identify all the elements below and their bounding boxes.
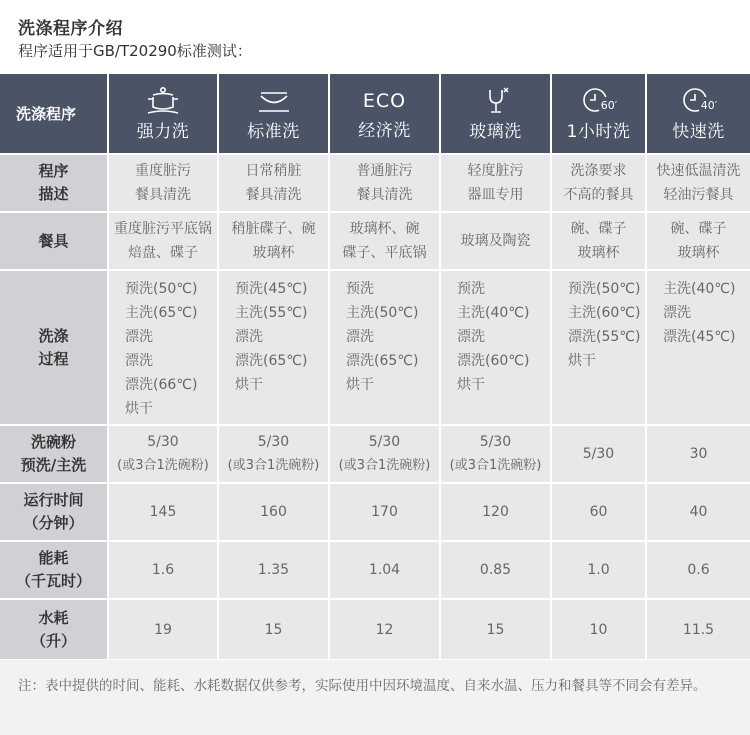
program-header-glass (440, 74, 551, 154)
cell-line: 160 (260, 504, 287, 520)
process-cell (646, 270, 750, 425)
runtime-row (0, 483, 750, 541)
cell-line: 主洗(65℃) (125, 305, 198, 321)
row-label-energy (0, 541, 108, 599)
water-cell (218, 599, 329, 660)
footnote: 注：表中提供的时间、能耗、水耗数据仅供参考，实际使用中因环境温度、自来水温、压力和餐具等不同会有差异。 (0, 660, 750, 735)
energy-cell (108, 541, 218, 599)
cell-line: 漂洗 (125, 329, 153, 345)
row-label-line: （分钟） (23, 514, 84, 532)
cell-line: 主洗(50℃) (346, 305, 419, 321)
cell-line: (或3合1洗碗粉) (227, 458, 320, 473)
cell-line: 漂洗 (663, 305, 691, 321)
cell-line: 碗、碟子 (570, 221, 627, 237)
detergent-cell (329, 425, 440, 483)
cell-line: 重度脏污 (135, 163, 191, 179)
cell-line: 主洗(60℃) (568, 305, 641, 321)
cell-line: 玻璃杯 (577, 245, 620, 261)
cell-line: 日常稍脏 (245, 163, 302, 179)
cell-line: 烘干 (125, 401, 153, 417)
cell-line: 烘干 (235, 377, 263, 393)
cell-line: 170 (371, 504, 398, 520)
page-subtitle: 程序适用于GB/T20290标准测试： (18, 42, 252, 60)
process-row (0, 270, 750, 425)
cell-line: 漂洗(65℃) (346, 353, 419, 369)
tableware-row (0, 212, 750, 270)
cell-line: 15 (486, 621, 505, 638)
row-label-line: 描述 (38, 185, 69, 203)
program-header-eco (329, 74, 440, 154)
row-label-line: （千瓦时） (15, 572, 91, 590)
cell-line: 预洗 (457, 281, 485, 297)
cell-line: 主洗(40℃) (663, 281, 736, 297)
detergent-cell (551, 425, 646, 483)
bowl-icon (219, 85, 328, 115)
water-cell (440, 599, 551, 660)
cell-line: 漂洗(45℃) (663, 329, 736, 345)
row-label-runtime (0, 483, 108, 541)
tableware-cell (218, 212, 329, 270)
tableware-cell (108, 212, 218, 270)
runtime-cell (329, 483, 440, 541)
row-label-detergent (0, 425, 108, 483)
program-label-normal: 标准洗 (247, 122, 300, 142)
program-header-row (0, 74, 750, 154)
row-label-line: 餐具 (38, 231, 69, 250)
cell-line: 主洗(55℃) (235, 305, 308, 321)
program-header-intensive (108, 74, 218, 154)
process-cell (108, 270, 218, 425)
row-label-line: 运行时间 (23, 491, 84, 509)
cell-line: 烘干 (457, 377, 485, 393)
water-row (0, 599, 750, 660)
cell-line: 漂洗(55℃) (568, 329, 641, 345)
detergent-cell (108, 425, 218, 483)
process-cell (218, 270, 329, 425)
description-cell (440, 154, 551, 212)
cell-line: 烘干 (568, 353, 596, 369)
cell-line: 预洗(45℃) (235, 281, 308, 297)
cell-line: 19 (154, 621, 172, 638)
cell-line: 快速低温清洗 (656, 163, 741, 179)
water-cell (329, 599, 440, 660)
runtime-cell (646, 483, 750, 541)
cell-line: 1.35 (257, 562, 290, 578)
cell-line: 预洗 (346, 281, 374, 297)
cell-line: 15 (264, 621, 283, 638)
detergent-cell (440, 425, 551, 483)
detergent-row (0, 425, 750, 483)
detergent-cell (646, 425, 750, 483)
cell-line: 重度脏污平底锅 (114, 221, 212, 237)
program-label-quick: 快速洗 (672, 122, 725, 142)
program-header-quick (646, 74, 750, 154)
cell-line: 11.5 (682, 621, 715, 638)
energy-cell (646, 541, 750, 599)
energy-cell (329, 541, 440, 599)
description-cell (329, 154, 440, 212)
page-header (0, 0, 750, 74)
cell-line: 145 (149, 504, 177, 520)
cell-line: 漂洗 (457, 329, 485, 345)
cell-line: 玻璃及陶瓷 (460, 233, 531, 249)
cell-line: 器皿专用 (467, 187, 524, 203)
page-title: 洗涤程序介绍 (18, 19, 123, 39)
cell-line: 玻璃杯 (252, 245, 295, 261)
energy-row (0, 541, 750, 599)
cell-line: (或3合1洗碗粉) (117, 458, 209, 473)
wash-program-table (0, 74, 750, 661)
cell-line: 玻璃杯、碗 (349, 221, 420, 237)
energy-cell (551, 541, 646, 599)
cell-line: 碟子、平底锅 (342, 245, 427, 261)
cell-line: 漂洗 (125, 353, 153, 369)
cell-line: 漂洗 (346, 329, 374, 345)
timer-40-icon (647, 85, 750, 115)
cell-line: 普通脏污 (356, 163, 413, 179)
cell-line: 漂洗(60℃) (457, 353, 530, 369)
cell-line: 预洗(50℃) (125, 281, 198, 297)
cell-line: 轻油污餐具 (663, 187, 734, 203)
cell-line: 洗涤要求 (570, 163, 627, 179)
pot-icon (109, 85, 217, 115)
cell-line: 漂洗(65℃) (235, 353, 308, 369)
cell-line: 30 (689, 446, 708, 462)
cell-line: 5/30 (582, 446, 615, 462)
energy-cell (218, 541, 329, 599)
cell-line: 不高的餐具 (563, 187, 634, 203)
cell-line: 漂洗(66℃) (125, 377, 198, 393)
cell-line: 玻璃杯 (677, 245, 720, 261)
description-cell (218, 154, 329, 212)
cell-line: 5/30 (368, 434, 401, 450)
process-cell (440, 270, 551, 425)
cell-line: 餐具清洗 (135, 187, 191, 203)
cell-line: 餐具清洗 (245, 187, 302, 203)
cell-line: 5/30 (479, 434, 512, 450)
cell-line: 1.04 (368, 562, 401, 578)
program-label-intensive: 强力洗 (136, 122, 190, 142)
cell-line: 漂洗 (235, 329, 263, 345)
water-cell (551, 599, 646, 660)
corner-label: 洗涤程序 (0, 74, 108, 154)
row-label-description (0, 154, 108, 212)
tableware-cell (329, 212, 440, 270)
tableware-cell (440, 212, 551, 270)
cell-line: 60 (589, 504, 608, 520)
row-label-line: （升） (30, 631, 76, 650)
description-cell (646, 154, 750, 212)
program-label-eco: 经济洗 (358, 121, 411, 141)
timer-60-icon (552, 85, 645, 115)
row-label-tableware (0, 212, 108, 270)
energy-cell (440, 541, 551, 599)
cell-line: 12 (375, 621, 394, 638)
description-row (0, 154, 750, 212)
row-label-line: 洗碗粉 (30, 433, 76, 451)
process-cell (329, 270, 440, 425)
cell-line: 主洗(40℃) (457, 305, 530, 321)
row-label-line: 能耗 (38, 549, 69, 567)
cell-line: 烘干 (346, 377, 374, 393)
runtime-cell (551, 483, 646, 541)
program-label-glass: 玻璃洗 (469, 122, 522, 142)
cell-line: 餐具清洗 (356, 187, 413, 203)
cell-line: 轻度脏污 (467, 163, 524, 179)
detergent-cell (218, 425, 329, 483)
program-header-normal (218, 74, 329, 154)
cell-line: 1.6 (151, 562, 175, 578)
cell-line: (或3合1洗碗粉) (449, 458, 542, 473)
program-header-1hour (551, 74, 646, 154)
row-label-process (0, 270, 108, 425)
process-cell (551, 270, 646, 425)
runtime-cell (440, 483, 551, 541)
cell-line: 10 (589, 621, 608, 638)
cell-line: 碗、碟子 (670, 221, 727, 237)
runtime-cell (108, 483, 218, 541)
row-label-line: 预洗/主洗 (20, 456, 87, 474)
wine-glass-icon (441, 85, 550, 115)
row-label-line: 水耗 (38, 608, 69, 627)
runtime-cell (218, 483, 329, 541)
description-cell (108, 154, 218, 212)
cell-line: 稍脏碟子、碗 (231, 221, 316, 237)
water-cell (646, 599, 750, 660)
eco-icon-text: ECO (362, 90, 407, 112)
cell-line: 0.85 (479, 562, 512, 578)
row-label-line: 程序 (38, 162, 69, 180)
cell-line: 5/30 (257, 434, 290, 450)
timer-40-text: 40′ (700, 99, 717, 112)
cell-line: 预洗(50℃) (568, 281, 641, 297)
description-cell (551, 154, 646, 212)
tableware-cell (551, 212, 646, 270)
cell-line: 焙盘、碟子 (128, 245, 198, 261)
row-label-line: 洗涤 (38, 326, 69, 345)
program-label-1hour: 1小时洗 (566, 122, 631, 142)
water-cell (108, 599, 218, 660)
timer-60-text: 60′ (600, 99, 617, 112)
cell-line: 0.6 (687, 562, 710, 578)
row-label-line: 过程 (38, 349, 69, 368)
cell-line: 5/30 (147, 434, 179, 450)
cell-line: 40 (689, 504, 708, 520)
cell-line: 1.0 (587, 562, 610, 578)
cell-line: (或3合1洗碗粉) (338, 458, 431, 473)
cell-line: 120 (482, 504, 509, 520)
row-label-water (0, 599, 108, 660)
tableware-cell (646, 212, 750, 270)
